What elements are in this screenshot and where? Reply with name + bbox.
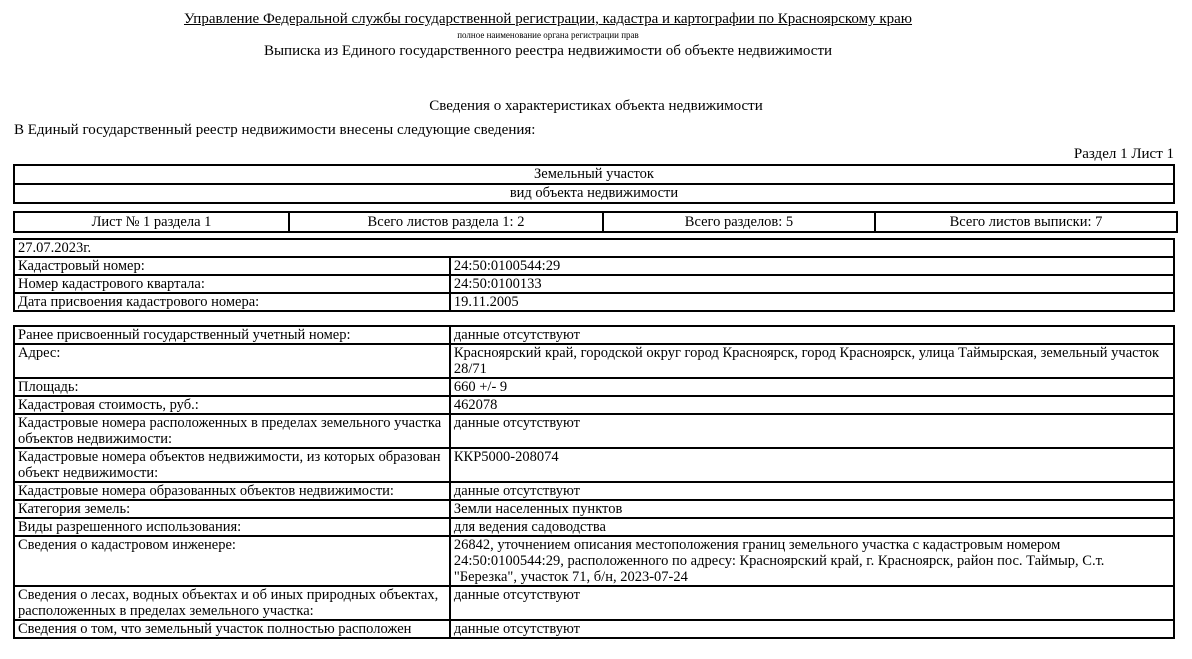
table-row bbox=[14, 448, 1174, 482]
extract-title: Выписка из Единого государственного реестра недвижимости об объекте недвижимости bbox=[263, 43, 833, 59]
field-label: Кадастровый номер: bbox=[14, 257, 450, 275]
field-label: Кадастровая стоимость, руб.: bbox=[14, 396, 450, 414]
section-sheet-label: Раздел 1 Лист 1 bbox=[1073, 146, 1174, 162]
main-info-table bbox=[13, 238, 1175, 312]
field-label: Ранее присвоенный государственный учетный номер: bbox=[14, 326, 450, 344]
field-label: Дата присвоения кадастрового номера: bbox=[14, 293, 450, 311]
field-value: Земли населенных пунктов bbox=[450, 500, 1174, 518]
total-sheets-extract: Всего листов выписки: 7 bbox=[875, 212, 1177, 232]
table-row bbox=[14, 326, 1174, 344]
field-label: Сведения о лесах, водных объектах и об иных природных объектах, расположенных в пределах земельного участка: bbox=[14, 586, 450, 620]
table-row bbox=[14, 378, 1174, 396]
sheet-of-section: Лист № 1 раздела 1 bbox=[14, 212, 289, 232]
table-row bbox=[14, 518, 1174, 536]
field-value: данные отсутствуют bbox=[450, 620, 1174, 638]
field-label: Сведения о кадастровом инженере: bbox=[14, 536, 450, 586]
object-type: Земельный участок bbox=[14, 165, 1174, 184]
field-label: Сведения о том, что земельный участок полностью расположен bbox=[14, 620, 450, 638]
sheets-table bbox=[13, 211, 1178, 233]
field-label: Площадь: bbox=[14, 378, 450, 396]
details-table bbox=[13, 325, 1175, 639]
field-label: Категория земель: bbox=[14, 500, 450, 518]
field-label: Кадастровые номера образованных объектов недвижимости: bbox=[14, 482, 450, 500]
table-row bbox=[14, 344, 1174, 378]
field-value: данные отсутствуют bbox=[450, 586, 1174, 620]
table-row bbox=[14, 500, 1174, 518]
field-label: Адрес: bbox=[14, 344, 450, 378]
field-value: Красноярский край, городской округ город Красноярск, город Красноярск, улица Таймырская, земельный участок 28/71 bbox=[450, 344, 1174, 378]
field-value: 24:50:0100133 bbox=[450, 275, 1174, 293]
extract-date: 27.07.2023г. bbox=[14, 239, 1174, 257]
field-label: Номер кадастрового квартала: bbox=[14, 275, 450, 293]
table-row bbox=[14, 257, 1174, 275]
field-value: 462078 bbox=[450, 396, 1174, 414]
table-row bbox=[14, 586, 1174, 620]
intro-text: В Единый государственный реестр недвижимости внесены следующие сведения: bbox=[14, 122, 536, 138]
table-row bbox=[14, 414, 1174, 448]
total-sections: Всего разделов: 5 bbox=[603, 212, 875, 232]
object-type-caption: вид объекта недвижимости bbox=[14, 184, 1174, 203]
field-label: Виды разрешенного использования: bbox=[14, 518, 450, 536]
field-value: данные отсутствуют bbox=[450, 482, 1174, 500]
field-value: для ведения садоводства bbox=[450, 518, 1174, 536]
field-value: 19.11.2005 bbox=[450, 293, 1174, 311]
organization-caption: полное наименование органа регистрации прав bbox=[457, 30, 639, 40]
table-row bbox=[14, 396, 1174, 414]
section-title: Сведения о характеристиках объекта недвижимости bbox=[429, 98, 763, 114]
total-sheets-section: Всего листов раздела 1: 2 bbox=[289, 212, 603, 232]
table-row bbox=[14, 275, 1174, 293]
table-row bbox=[14, 293, 1174, 311]
organization-name: Управление Федеральной службы государственной регистрации, кадастра и картографии по Красноярскому краю bbox=[183, 11, 913, 27]
field-value: 24:50:0100544:29 bbox=[450, 257, 1174, 275]
table-row bbox=[14, 620, 1174, 638]
table-row bbox=[14, 482, 1174, 500]
table-row bbox=[14, 536, 1174, 586]
field-value: 660 +/- 9 bbox=[450, 378, 1174, 396]
object-type-table bbox=[13, 164, 1175, 204]
field-value: данные отсутствуют bbox=[450, 326, 1174, 344]
field-value: ККР5000-208074 bbox=[450, 448, 1174, 482]
field-label: Кадастровые номера объектов недвижимости, из которых образован объект недвижимости: bbox=[14, 448, 450, 482]
field-label: Кадастровые номера расположенных в пределах земельного участка объектов недвижимости: bbox=[14, 414, 450, 448]
field-value: данные отсутствуют bbox=[450, 414, 1174, 448]
field-value: 26842, уточнением описания местоположения границ земельного участка с кадастровым номером 24:50:0100544:29, расположенного по адресу: Красноярский край, г. Красноярск, район пос. Таймыр, С.т. "Березка", участок 71, б/н, 2023-07-24 bbox=[450, 536, 1174, 586]
